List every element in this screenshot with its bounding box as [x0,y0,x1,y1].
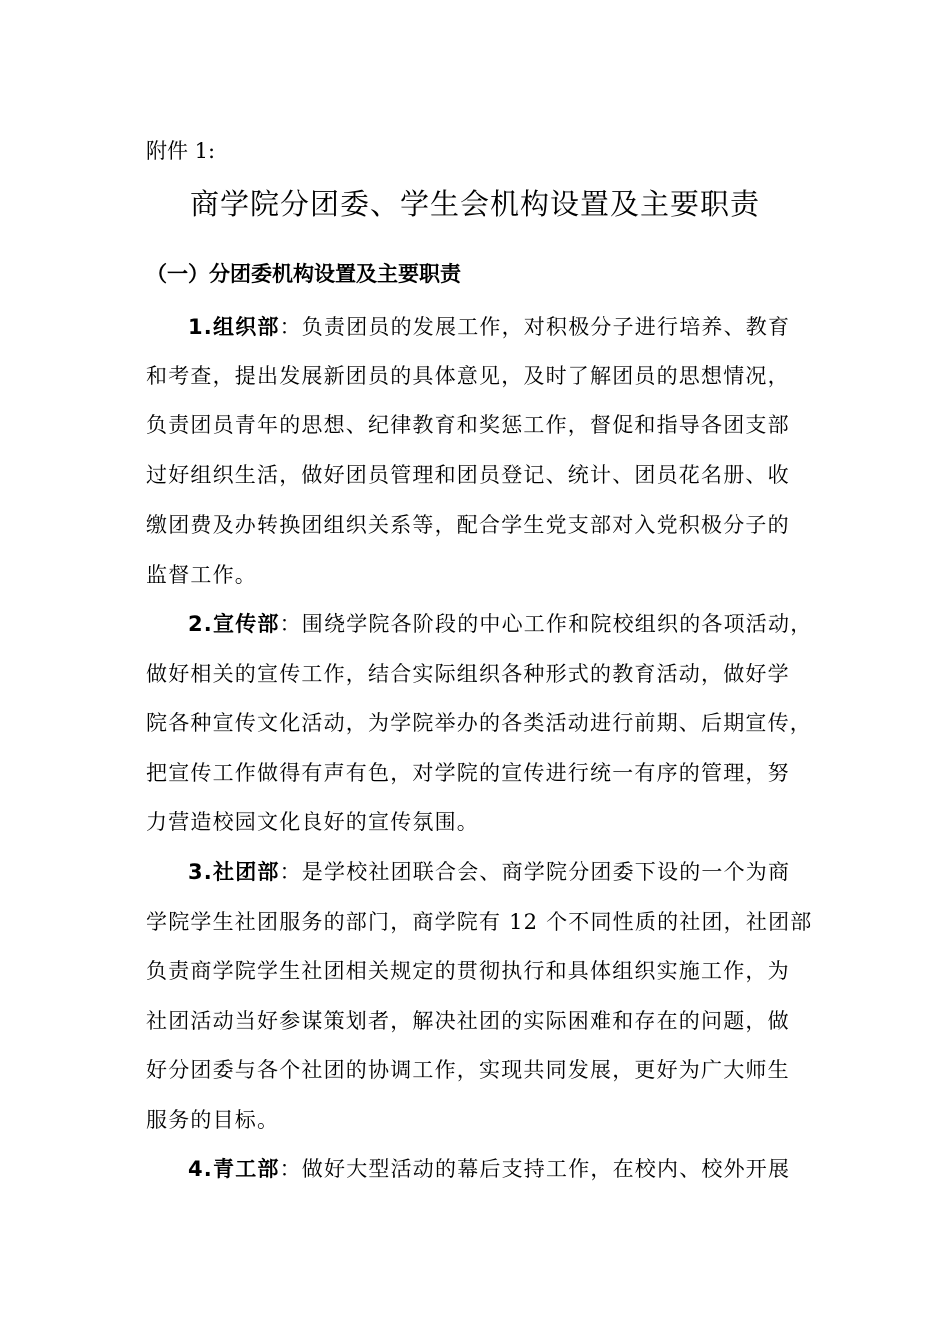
paragraph-2-line-5: 力营造校园文化良好的宣传氛围。 [146,810,479,834]
paragraph-4-text: ：做好大型活动的幕后支持工作，在校内、校外开展 [279,1157,791,1181]
paragraph-1-text: ：负责团员的发展工作，对积极分子进行培养、教育 [279,315,791,339]
paragraph-2-term: 宣传部 [213,612,280,636]
paragraph-2-line-2: 做好相关的宣传工作，结合实际组织各种形式的教育活动，做好学 [146,662,790,686]
paragraph-2-text: ：围绕学院各阶段的中心工作和院校组织的各项活动， [279,612,813,636]
paragraph-2-line-4: 把宣传工作做得有声有色，对学院的宣传进行统一有序的管理，努 [146,761,790,785]
paragraph-3-line-5: 好分团委与各个社团的协调工作，实现共同发展，更好为广大师生 [146,1058,790,1082]
paragraph-3-line-2: 学院学生社团服务的部门，商学院有 12 个不同性质的社团，社团部 [146,910,813,934]
paragraph-3-line-6: 服务的目标。 [146,1108,280,1132]
paragraph-4-number: 4. [188,1157,213,1181]
paragraph-3-line-1 [188,857,790,887]
paragraph-1-line-3: 负责团员青年的思想、纪律教育和奖惩工作，督促和指导各团支部 [146,413,790,437]
paragraph-3-text: ：是学校社团联合会、商学院分团委下设的一个为商 [279,860,791,884]
paragraph-1-line-4: 过好组织生活，做好团员管理和团员登记、统计、团员花名册、收 [146,463,790,487]
attachment-label: 附件 1: [146,139,216,163]
paragraph-1-line-1 [188,312,790,342]
paragraph-2-line-3: 院各种宣传文化活动，为学院举办的各类活动进行前期、后期宣传， [146,711,812,735]
paragraph-2-line-1 [188,609,812,639]
paragraph-4-term: 青工部 [213,1157,280,1181]
paragraph-1-line-5: 缴团费及办转换团组织关系等，配合学生党支部对入党积极分子的 [146,513,790,537]
paragraph-4-line-1 [188,1154,790,1184]
paragraph-1-line-2: 和考查，提出发展新团员的具体意见，及时了解团员的思想情况， [146,364,790,388]
paragraph-2-number: 2. [188,612,213,636]
paragraph-3-line-3: 负责商学院学生社团相关规定的贯彻执行和具体组织实施工作，为 [146,959,790,983]
paragraph-3-line-4: 社团活动当好参谋策划者，解决社团的实际困难和存在的问题，做 [146,1009,790,1033]
paragraph-3-number: 3. [188,860,213,884]
paragraph-1-term: 组织部 [213,315,280,339]
paragraph-1-number: 1. [188,315,213,339]
section-heading: （一）分团委机构设置及主要职责 [146,262,461,286]
paragraph-3-term: 社团部 [213,860,280,884]
paragraph-1-line-6: 监督工作。 [146,563,257,587]
page-title: 商学院分团委、学生会机构设置及主要职责 [189,187,760,221]
